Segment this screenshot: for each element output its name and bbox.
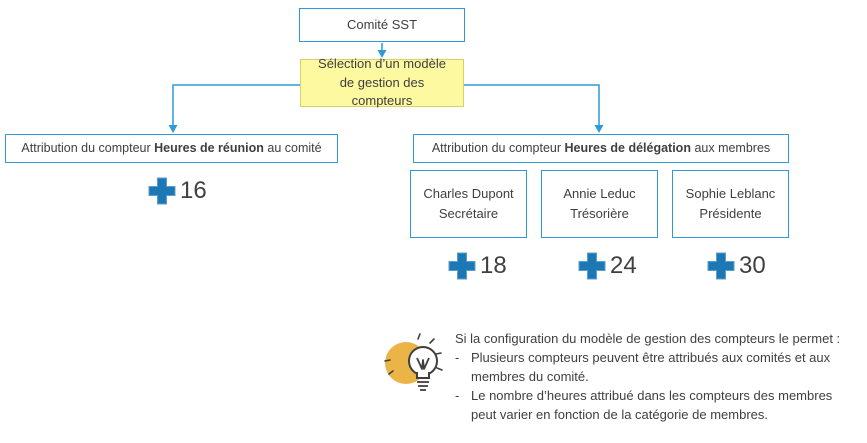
note-bullet [455, 386, 857, 424]
member-name: Sophie Leblanc [685, 185, 776, 201]
member-card-annie-leduc [541, 170, 658, 238]
member-role: Trésorière [570, 206, 629, 221]
member-hours-counter-annie [577, 251, 637, 281]
lightbulb-icon [383, 332, 447, 402]
plus-icon [706, 251, 736, 281]
plus-icon [447, 251, 477, 281]
bullet-text: Le nombre d’heures attribué dans les compteurs des membres peut varier en fonction de la catégorie de membres. [471, 388, 833, 422]
attribution-reunion-text: Attribution du compteur Heures de réunion au comité [21, 141, 322, 156]
member-name: Charles Dupont [423, 185, 514, 201]
member-role: Présidente [699, 206, 762, 221]
node-selection-modele-label: Sélection d’un modèle de gestion des compteurs [318, 55, 446, 109]
node-selection-modele [300, 55, 464, 109]
committee-hours-counter [147, 176, 207, 206]
note-bullet [455, 348, 857, 386]
counter-value: 30 [739, 252, 766, 279]
node-attribution-heures-delegation [413, 134, 789, 163]
plus-icon [577, 251, 607, 281]
member-card-sophie-leblanc [672, 170, 789, 238]
member-hours-counter-charles [447, 251, 507, 281]
counter-value: 18 [480, 252, 507, 279]
node-attribution-heures-reunion [5, 134, 338, 163]
member-hours-counter-sophie [706, 251, 766, 281]
member-card-charles-dupont [410, 170, 527, 238]
member-name: Annie Leduc [563, 185, 636, 201]
member-role: Secrétaire [438, 206, 499, 221]
bullet-marker: - [455, 388, 460, 403]
note-intro: Si la configuration du modèle de gestion des compteurs le permet : [455, 331, 841, 346]
node-comite-sst-label: Comité SST [346, 16, 418, 32]
plus-icon [147, 176, 177, 206]
node-comite-sst [299, 8, 465, 42]
note [455, 329, 857, 424]
bullet-marker: - [455, 350, 460, 365]
counter-value: 24 [610, 252, 637, 279]
counter-value: 16 [180, 177, 207, 204]
attribution-delegation-text: Attribution du compteur Heures de délégation aux membres [431, 141, 771, 156]
bullet-text: Plusieurs compteurs peuvent être attribués aux comités et aux membres du comité. [471, 350, 831, 384]
